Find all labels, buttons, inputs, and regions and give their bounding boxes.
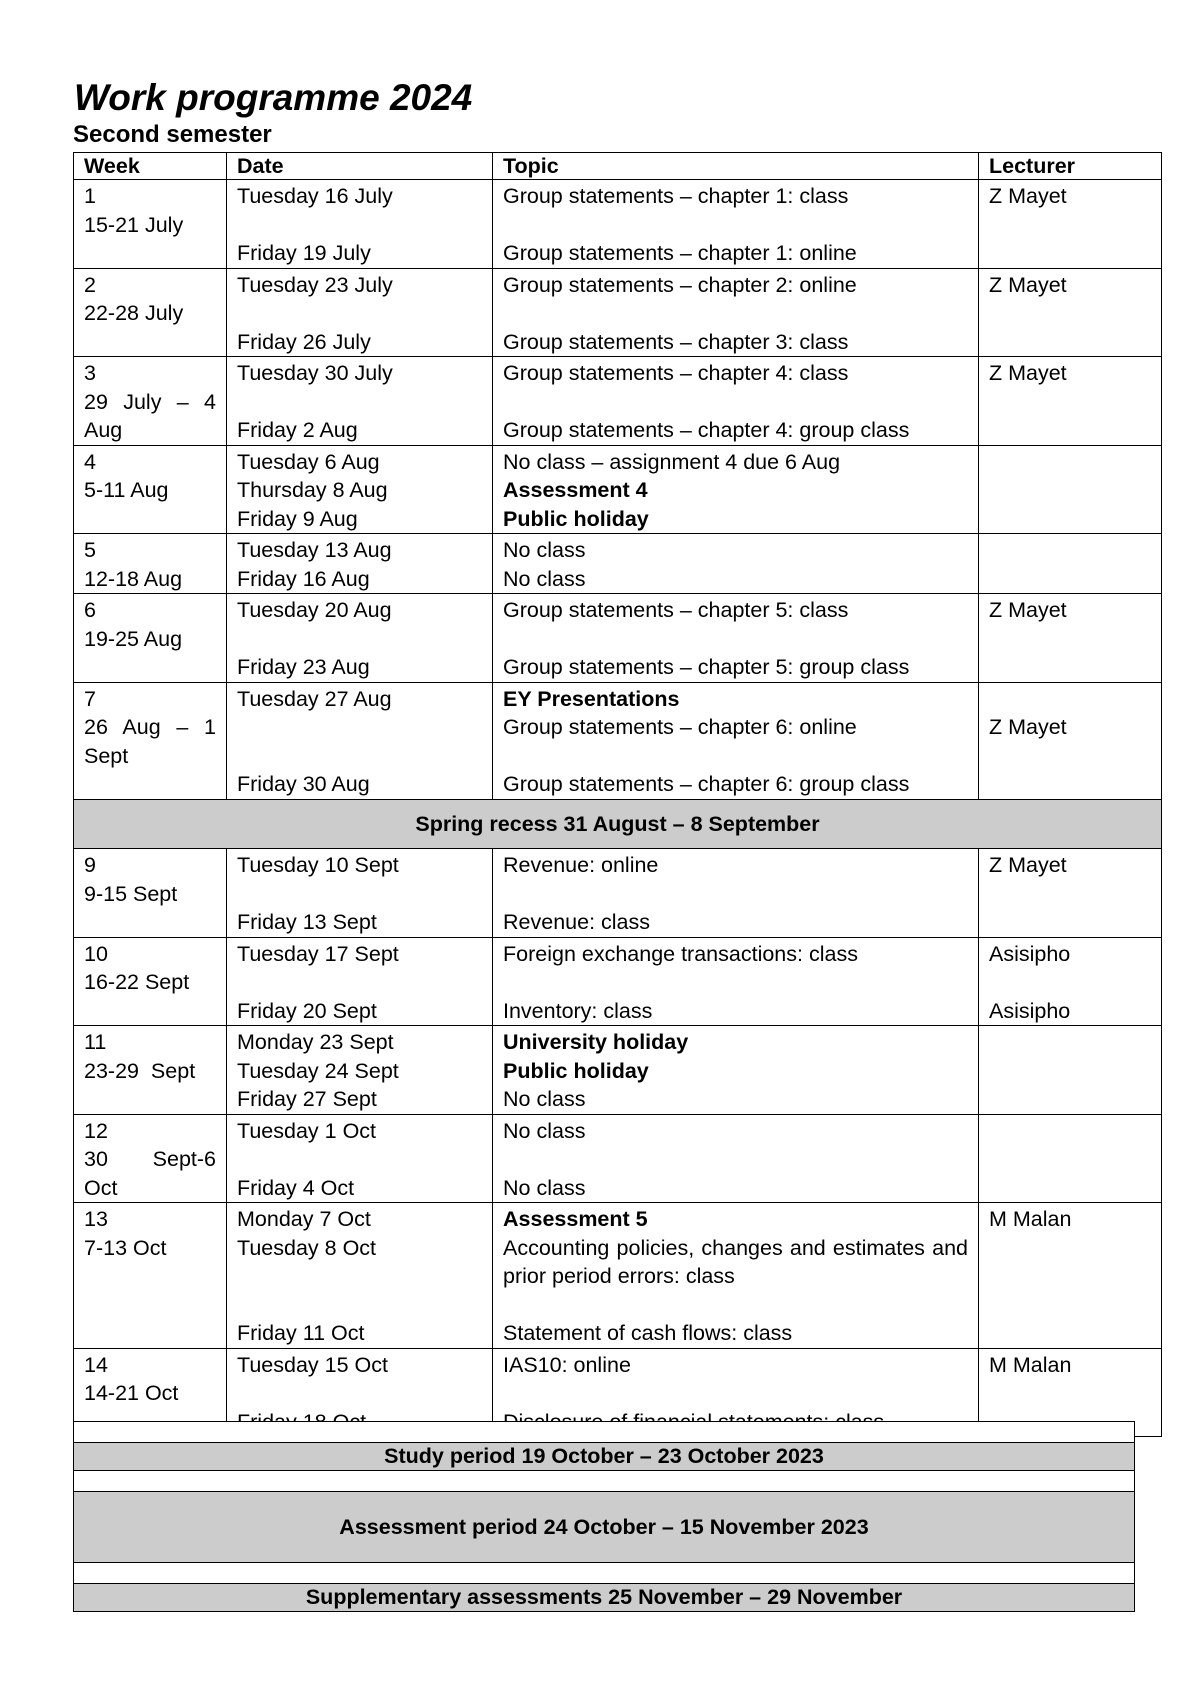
lecturer-cell: Z Mayet (979, 357, 1162, 446)
assessment-period-row (74, 1492, 1135, 1563)
table-row (74, 445, 1162, 534)
table-row (74, 180, 1162, 269)
topic-cell: IAS10: online (493, 1348, 979, 1437)
table-row (74, 1026, 1162, 1115)
topic-cell: University holiday Public holiday No class (493, 1026, 979, 1115)
date-cell: Tuesday 6 Aug Thursday 8 Aug Friday 9 Aug (227, 445, 493, 534)
header-date: Date (227, 153, 493, 180)
supplementary-row (74, 1584, 1135, 1612)
table-row (74, 937, 1162, 1026)
week-cell: 4 5-11 Aug (74, 445, 227, 534)
lecturer-cell: Z Mayet (979, 594, 1162, 683)
date-cell: Tuesday 15 Oct (227, 1348, 493, 1437)
table-row (74, 594, 1162, 683)
lecturer-cell: Z Mayet (979, 180, 1162, 269)
topic-cell: No class No class (493, 1114, 979, 1203)
week-cell: 11 23-29 Sept (74, 1026, 227, 1115)
topic-cell: Assessment 5 Accounting policies, changes and estimates and prior period errors: class Statement of cash flows: class (493, 1203, 979, 1349)
study-period-label: Study period 19 October – 23 October 2023 (74, 1443, 1135, 1471)
week-cell: 13 7-13 Oct (74, 1203, 227, 1349)
table-row (74, 682, 1162, 799)
table-header-row (74, 153, 1162, 180)
spacer-row (74, 1422, 1135, 1443)
topic-cell: Foreign exchange transactions: class Inventory: class (493, 937, 979, 1026)
week-cell: 6 19-25 Aug (74, 594, 227, 683)
week-cell: 14 14-21 Oct (74, 1348, 227, 1437)
date-cell: Tuesday 23 July Friday 26 July (227, 268, 493, 357)
topic-cell: No class No class (493, 534, 979, 594)
lecturer-cell: Z Mayet (979, 268, 1162, 357)
lecturer-cell (979, 445, 1162, 534)
week-cell: 2 22-28 July (74, 268, 227, 357)
date-cell: Tuesday 16 July Friday 19 July (227, 180, 493, 269)
week-cell: 1 15-21 July (74, 180, 227, 269)
date-cell: Tuesday 1 Oct Friday 4 Oct (227, 1114, 493, 1203)
table-row (74, 1114, 1162, 1203)
date-cell: Monday 23 Sept Tuesday 24 Sept Friday 27 Sept (227, 1026, 493, 1115)
table-row (74, 534, 1162, 594)
page-title: Work programme 2024 (74, 77, 473, 118)
week-cell: 12 30 Sept-6 Oct (74, 1114, 227, 1203)
topic-cell: EY Presentations Group statements – chapter 6: online Group statements – chapter 6: group class (493, 682, 979, 799)
date-cell: Tuesday 27 Aug Friday 30 Aug (227, 682, 493, 799)
assessment-period-label: Assessment period 24 October – 15 November 2023 (74, 1492, 1135, 1563)
date-cell: Tuesday 17 Sept Friday 20 Sept (227, 937, 493, 1026)
lecturer-cell: M Malan (979, 1348, 1162, 1437)
week-cell: 9 9-15 Sept (74, 849, 227, 938)
work-programme-table (73, 152, 1162, 1437)
topic-cell: Group statements – chapter 1: class Group statements – chapter 1: online (493, 180, 979, 269)
supplementary-label: Supplementary assessments 25 November – 29 November (74, 1584, 1135, 1612)
week-cell: 5 12-18 Aug (74, 534, 227, 594)
periods-table (73, 1421, 1135, 1612)
study-period-row (74, 1443, 1135, 1471)
topic-cell: No class – assignment 4 due 6 Aug Assessment 4 Public holiday (493, 445, 979, 534)
page-subtitle: Second semester (73, 121, 272, 148)
week-cell: 3 29 July – 4 Aug (74, 357, 227, 446)
table-row (74, 357, 1162, 446)
topic-cell: Group statements – chapter 5: class Group statements – chapter 5: group class (493, 594, 979, 683)
date-cell: Tuesday 30 July Friday 2 Aug (227, 357, 493, 446)
table-row (74, 1203, 1162, 1349)
topic-cell: Group statements – chapter 2: online Group statements – chapter 3: class (493, 268, 979, 357)
topic-cell: Revenue: online Revenue: class (493, 849, 979, 938)
table-row (74, 849, 1162, 938)
lecturer-cell: Z Mayet (979, 849, 1162, 938)
date-cell: Monday 7 Oct Tuesday 8 Oct Friday 11 Oct (227, 1203, 493, 1349)
date-cell: Tuesday 10 Sept Friday 13 Sept (227, 849, 493, 938)
header-week: Week (74, 153, 227, 180)
recess-row (74, 799, 1162, 849)
spacer-row (74, 1563, 1135, 1584)
topic-cell: Group statements – chapter 4: class Group statements – chapter 4: group class (493, 357, 979, 446)
recess-label: Spring recess 31 August – 8 September (74, 799, 1162, 849)
lecturer-cell (979, 534, 1162, 594)
header-lecturer: Lecturer (979, 153, 1162, 180)
lecturer-cell (979, 1114, 1162, 1203)
lecturer-cell (979, 1026, 1162, 1115)
week-cell: 10 16-22 Sept (74, 937, 227, 1026)
week-cell: 7 26 Aug – 1 Sept (74, 682, 227, 799)
lecturer-cell: Z Mayet (979, 682, 1162, 799)
lecturer-cell: Asisipho Asisipho (979, 937, 1162, 1026)
date-cell: Tuesday 20 Aug Friday 23 Aug (227, 594, 493, 683)
date-cell: Tuesday 13 Aug Friday 16 Aug (227, 534, 493, 594)
spacer-row (74, 1471, 1135, 1492)
table-row (74, 268, 1162, 357)
lecturer-cell: M Malan (979, 1203, 1162, 1349)
header-topic: Topic (493, 153, 979, 180)
